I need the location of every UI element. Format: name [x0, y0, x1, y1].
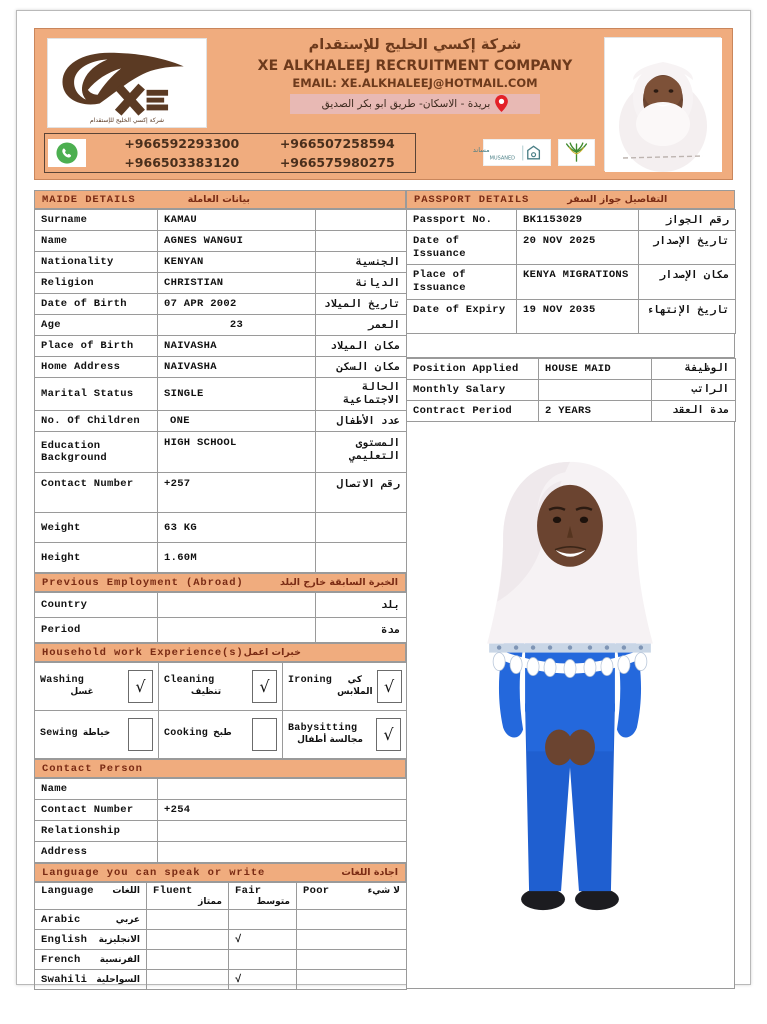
- item-label-ar: مجالسة أطفال: [297, 735, 363, 746]
- household-item-washing: [35, 663, 159, 711]
- saudi-palm-emblem-icon: [558, 139, 595, 166]
- washing-checkbox[interactable]: √: [128, 670, 153, 703]
- row-label: Contact Number: [35, 473, 158, 513]
- table-row: [407, 231, 736, 265]
- household-work-header: [34, 643, 406, 662]
- row-value[interactable]: KENYA MIGRATIONS: [517, 265, 639, 299]
- swahili-fair-cell[interactable]: √: [229, 970, 297, 990]
- household-item-cleaning: [159, 663, 283, 711]
- language-name-swahili: [35, 970, 147, 990]
- row-label: Education Background: [35, 432, 158, 473]
- english-fair-cell[interactable]: √: [229, 930, 297, 950]
- row-value[interactable]: [158, 779, 407, 800]
- col-header-fluent: [147, 883, 229, 910]
- row-value[interactable]: 2 YEARS: [539, 400, 652, 421]
- table-row: [407, 379, 736, 400]
- table-row: [35, 618, 407, 643]
- col-header-fair-en: Fair: [235, 885, 262, 897]
- passport-details-table: [406, 209, 736, 334]
- table-row: [35, 411, 407, 432]
- job-details-table: [406, 358, 736, 422]
- item-label-ar: تنظيف: [190, 687, 222, 698]
- row-label-ar: مدة العقد: [652, 400, 736, 421]
- item-label-en: Ironing: [288, 675, 333, 687]
- row-value[interactable]: +254: [158, 800, 407, 821]
- row-value[interactable]: NAIVASHA: [158, 336, 316, 357]
- item-label-ar: طبخ: [213, 728, 232, 739]
- col-header-language-ar: اللغات: [112, 886, 140, 896]
- col-header-poor-en: Poor: [303, 885, 330, 897]
- table-row: [35, 593, 407, 618]
- row-label-ar: رقم الجواز: [639, 210, 736, 231]
- row-label-ar: مكان الإصدار: [639, 265, 736, 299]
- row-label-ar: مدة: [316, 618, 407, 643]
- company-email: EMAIL: XE.ALKHALEEJ@HOTMAIL.COM: [292, 75, 538, 90]
- table-row: [35, 910, 407, 930]
- lang-label-ar: الفرنسية: [99, 954, 140, 965]
- lang-label-en: French: [41, 953, 81, 966]
- row-label: Passport No.: [407, 210, 517, 231]
- row-label: Contact Number: [35, 800, 158, 821]
- arabic-fair-cell[interactable]: [229, 910, 297, 930]
- row-label-ar: تاريخ الإصدار: [639, 231, 736, 265]
- col-header-poor: [297, 883, 407, 910]
- row-label: Contract Period: [407, 400, 539, 421]
- english-fluent-cell[interactable]: [147, 930, 229, 950]
- whatsapp-icon: [48, 139, 86, 167]
- row-label: Height: [35, 543, 158, 573]
- row-label: Surname: [35, 210, 158, 231]
- row-label: Place of Issuance: [407, 265, 517, 299]
- row-label-ar: مكان الميلاد: [316, 336, 407, 357]
- maid-details-header: [34, 190, 406, 209]
- row-label: Period: [35, 618, 158, 643]
- babysitting-checkbox[interactable]: √: [376, 718, 401, 751]
- arabic-fluent-cell[interactable]: [147, 910, 229, 930]
- location-pin-icon: [495, 95, 508, 112]
- row-label: Marital Status: [35, 378, 158, 411]
- ironing-checkbox[interactable]: √: [377, 670, 402, 703]
- languages-header: [34, 863, 406, 882]
- phone-number-4[interactable]: +966575980275: [279, 155, 395, 170]
- row-label-ar: رقم الاتصال: [316, 473, 407, 513]
- maid-details-title-ar: بيانات العاملة: [187, 194, 250, 205]
- row-label-ar: الديانة: [316, 273, 407, 294]
- row-value[interactable]: 1.60M: [158, 543, 316, 573]
- company-address-bar: [290, 94, 540, 114]
- household-item-ironing: [283, 663, 407, 711]
- row-label: No. Of Children: [35, 411, 158, 432]
- item-label-ar: خياطة: [82, 728, 111, 739]
- household-work-table: [34, 662, 407, 759]
- table-row: [35, 357, 407, 378]
- musaned-logo-icon: [472, 139, 551, 166]
- table-row: [35, 231, 407, 252]
- table-row: [407, 299, 736, 333]
- col-header-language-en: Language: [41, 885, 94, 897]
- passport-details-title-en: PASSPORT DETAILS: [414, 193, 530, 206]
- col-header-fluent-en: Fluent: [153, 885, 193, 897]
- table-row: [35, 378, 407, 411]
- lang-label-ar: الانجليزية: [98, 934, 140, 945]
- row-value[interactable]: BK1153029: [517, 210, 639, 231]
- row-label: Address: [35, 842, 158, 863]
- table-row: [35, 315, 407, 336]
- row-label-ar: تاريخ الإنتهاء: [639, 299, 736, 333]
- table-row: [35, 800, 407, 821]
- item-label-en: Sewing: [40, 728, 78, 740]
- item-label-en: Washing: [40, 674, 85, 686]
- col-header-language: [35, 883, 147, 910]
- lang-label-en: Swahili: [41, 973, 88, 986]
- row-value[interactable]: 63 KG: [158, 513, 316, 543]
- row-label-ar: [316, 543, 407, 573]
- french-poor-cell[interactable]: [297, 950, 407, 970]
- row-label: Weight: [35, 513, 158, 543]
- table-row: [35, 821, 407, 842]
- french-fair-cell[interactable]: [229, 950, 297, 970]
- previous-employment-title-en: Previous Employment (Abroad): [42, 576, 244, 589]
- contact-person-title-en: Contact Person: [42, 762, 143, 775]
- household-work-title-ar: خبرات اعمل: [243, 647, 301, 658]
- applicant-full-body-photo: [406, 422, 735, 989]
- table-row: [35, 663, 407, 711]
- household-item-cooking: [159, 711, 283, 759]
- company-logo: [47, 38, 207, 128]
- document-sheet: [16, 10, 751, 985]
- accreditation-badges: [472, 139, 595, 166]
- lang-label-ar: عربي: [115, 914, 140, 925]
- table-row: [35, 294, 407, 315]
- passport-details-header: [406, 190, 735, 209]
- swahili-fluent-cell[interactable]: [147, 970, 229, 990]
- row-label: Religion: [35, 273, 158, 294]
- language-name-french: [35, 950, 147, 970]
- row-label-ar: العمر: [316, 315, 407, 336]
- row-value[interactable]: [539, 379, 652, 400]
- row-label: Monthly Salary: [407, 379, 539, 400]
- form-body: [34, 190, 733, 990]
- contact-person-header: [34, 759, 406, 778]
- phone-numbers-box: [44, 133, 416, 173]
- language-name-english: [35, 930, 147, 950]
- swahili-poor-cell[interactable]: [297, 970, 407, 990]
- row-value[interactable]: SINGLE: [158, 378, 316, 411]
- household-item-babysitting: [283, 711, 407, 759]
- row-value[interactable]: KAMAU: [158, 210, 316, 231]
- company-name-english: XE ALKHALEEJ RECRUITMENT COMPANY: [257, 57, 573, 74]
- table-header-row: [35, 883, 407, 910]
- table-row: [35, 543, 407, 573]
- row-label: Relationship: [35, 821, 158, 842]
- left-column: [34, 190, 406, 990]
- row-label-ar: الوظيفة: [652, 358, 736, 379]
- table-row: [35, 336, 407, 357]
- table-row: [407, 265, 736, 299]
- row-label-ar: الجنسية: [316, 252, 407, 273]
- table-row: [35, 473, 407, 513]
- table-row: [407, 400, 736, 421]
- cleaning-checkbox[interactable]: √: [252, 670, 277, 703]
- cooking-checkbox[interactable]: [252, 718, 277, 751]
- row-label-ar: تاريخ الميلاد: [316, 294, 407, 315]
- passport-details-title-ar: التفاصيل جواز السفر: [567, 194, 668, 205]
- row-value[interactable]: 23: [158, 315, 316, 336]
- maid-details-title-en: MAIDE DETAILS: [42, 193, 136, 206]
- row-label: Date of Birth: [35, 294, 158, 315]
- table-row: [35, 513, 407, 543]
- table-row: [35, 252, 407, 273]
- row-label-ar: عدد الأطفال: [316, 411, 407, 432]
- row-label-ar: المستوى التعليمي: [316, 432, 407, 473]
- row-value[interactable]: 20 NOV 2025: [517, 231, 639, 265]
- english-poor-cell[interactable]: [297, 930, 407, 950]
- previous-employment-header: [34, 573, 406, 592]
- languages-title-ar: اجادة اللغات: [341, 867, 398, 878]
- col-header-fluent-ar: ممتاز: [198, 897, 222, 907]
- phone-number-2[interactable]: +966507258594: [279, 136, 395, 151]
- row-label: Nationality: [35, 252, 158, 273]
- languages-title-en: Language you can speak or write: [42, 866, 266, 879]
- row-label-ar: [316, 231, 407, 252]
- company-title-block: [215, 35, 615, 114]
- row-label: Date of Issuance: [407, 231, 517, 265]
- logo-caption: شركة إكسي الخليج للإستقدام: [89, 117, 165, 124]
- row-value[interactable]: 07 APR 2002: [158, 294, 316, 315]
- row-value[interactable]: 19 NOV 2035: [517, 299, 639, 333]
- table-row: [407, 210, 736, 231]
- languages-table: [34, 882, 407, 990]
- french-fluent-cell[interactable]: [147, 950, 229, 970]
- row-label-ar: الحالة الاجتماعية: [316, 378, 407, 411]
- lang-label-en: English: [41, 933, 88, 946]
- row-value[interactable]: CHRISTIAN: [158, 273, 316, 294]
- company-header: [34, 28, 733, 180]
- col-header-fair-ar: متوسط: [256, 897, 290, 907]
- item-label-en: Babysitting: [288, 722, 358, 734]
- table-row: [407, 358, 736, 379]
- row-label: Position Applied: [407, 358, 539, 379]
- table-row: [35, 432, 407, 473]
- row-value[interactable]: [158, 821, 407, 842]
- row-label-ar: الراتب: [652, 379, 736, 400]
- row-value[interactable]: NAIVASHA: [158, 357, 316, 378]
- language-name-arabic: [35, 910, 147, 930]
- company-address-text: بريدة - الاسكان- طريق ابو بكر الصديق: [321, 97, 491, 110]
- xe-falcon-logo-icon: [48, 39, 206, 127]
- row-label: Name: [35, 231, 158, 252]
- row-label: Home Address: [35, 357, 158, 378]
- table-row: [35, 930, 407, 950]
- row-label: Date of Expiry: [407, 299, 517, 333]
- svg-text:MUSANED: MUSANED: [489, 155, 515, 162]
- right-column: [406, 190, 735, 989]
- svg-text:مساند: مساند: [472, 145, 490, 154]
- maid-details-table: [34, 209, 407, 573]
- phone-number-3[interactable]: +966503383120: [124, 155, 240, 170]
- row-value[interactable]: +257: [158, 473, 316, 513]
- row-label-ar: [316, 210, 407, 231]
- contact-person-table: [34, 778, 407, 863]
- item-label-en: Cooking: [164, 728, 209, 740]
- household-work-title-en: Household work Experience(s): [42, 646, 244, 659]
- row-label-ar: بلد: [316, 593, 407, 618]
- row-value[interactable]: HOUSE MAID: [539, 358, 652, 379]
- row-value[interactable]: [158, 593, 316, 618]
- table-row: [35, 970, 407, 990]
- row-value[interactable]: KENYAN: [158, 252, 316, 273]
- sewing-checkbox[interactable]: [128, 718, 153, 751]
- col-header-fair: [229, 883, 297, 910]
- phone-number-list: [86, 134, 415, 172]
- row-value[interactable]: HIGH SCHOOL: [158, 432, 316, 473]
- item-label-ar: كي الملابس: [337, 675, 373, 697]
- previous-employment-title-ar: الخبرة السابقة خارج البلد: [279, 577, 398, 588]
- table-row: [35, 950, 407, 970]
- lang-label-ar: السواحلية: [96, 974, 140, 985]
- previous-employment-table: [34, 592, 407, 643]
- row-value[interactable]: [158, 842, 407, 863]
- table-row: [35, 711, 407, 759]
- row-label: Name: [35, 779, 158, 800]
- row-value[interactable]: [158, 618, 316, 643]
- table-row: [35, 779, 407, 800]
- applicant-portrait-photo: [604, 37, 721, 171]
- passport-section-spacer: [406, 334, 735, 358]
- col-header-poor-ar: لا شيء: [367, 886, 400, 896]
- item-label-ar: غسل: [70, 687, 94, 698]
- item-label-en: Cleaning: [164, 674, 215, 686]
- household-item-sewing: [35, 711, 159, 759]
- table-row: [35, 273, 407, 294]
- row-value[interactable]: AGNES WANGUI: [158, 231, 316, 252]
- row-label: Place of Birth: [35, 336, 158, 357]
- table-row: [35, 842, 407, 863]
- row-value[interactable]: ONE: [158, 411, 316, 432]
- row-label: Country: [35, 593, 158, 618]
- row-label-ar: [316, 513, 407, 543]
- table-row: [35, 210, 407, 231]
- phone-number-1[interactable]: +966592293300: [124, 136, 240, 151]
- row-label-ar: مكان السكن: [316, 357, 407, 378]
- lang-label-en: Arabic: [41, 913, 81, 926]
- arabic-poor-cell[interactable]: [297, 910, 407, 930]
- row-label: Age: [35, 315, 158, 336]
- company-name-arabic: شركة إكسي الخليج للإستقدام: [308, 37, 522, 53]
